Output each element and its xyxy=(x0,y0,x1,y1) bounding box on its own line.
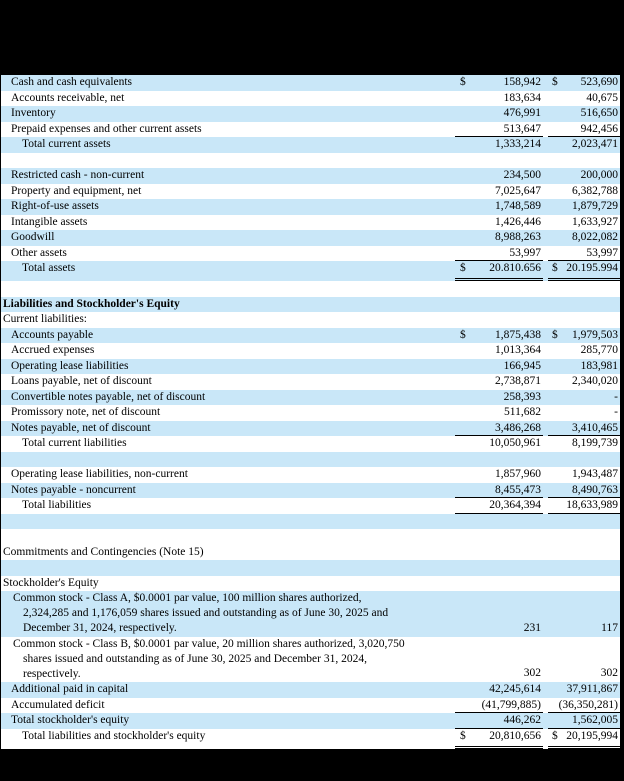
row-label-line: Common stock - Class B, $0.0001 par value, 20 million shares authorized, 3,020,750 xyxy=(13,637,405,650)
value-c2 xyxy=(548,436,620,452)
spacer-row xyxy=(1,514,620,530)
cell-value: 10,050,961 xyxy=(489,437,541,449)
row-label: Restricted cash - non-current xyxy=(11,169,145,181)
row-label: Total current liabilities xyxy=(22,437,127,449)
balance-sheet-row xyxy=(1,199,620,215)
cell-value: 942,456 xyxy=(580,122,618,135)
balance-sheet-row xyxy=(1,483,620,499)
row-label: Cash and cash equivalents xyxy=(11,76,133,88)
cell-value: 516,650 xyxy=(580,107,618,119)
row-label: Accrued expenses xyxy=(11,344,95,356)
cell-value: 231 xyxy=(523,621,541,634)
row-label: Liabilities and Stockholder's Equity xyxy=(3,297,180,310)
cell-value: 1,013,364 xyxy=(495,344,541,356)
cell-value: 1,879,729 xyxy=(572,200,618,212)
redacted-top-bar xyxy=(0,0,624,75)
cell-value: 302 xyxy=(600,667,618,679)
cell-value: 511,682 xyxy=(504,406,541,418)
value-c2 xyxy=(548,713,620,729)
value-c2 xyxy=(548,637,620,683)
row-label-line: December 31, 2024, respectively. xyxy=(23,622,177,634)
value-c1 xyxy=(455,230,543,246)
value-c1 xyxy=(455,75,543,91)
value-c1 xyxy=(455,137,543,153)
value-c1 xyxy=(455,106,543,122)
value-c2 xyxy=(548,137,620,153)
value-c1 xyxy=(455,261,543,281)
value-c2 xyxy=(548,184,620,200)
cell-value: 302 xyxy=(523,667,541,679)
row-label-line: Common stock - Class A, $0.0001 par value, 100 million shares authorized, xyxy=(13,592,362,604)
row-label: Intangible assets xyxy=(11,215,88,228)
row-label: Operating lease liabilities xyxy=(11,359,129,372)
balance-sheet-row xyxy=(1,261,620,281)
value-c1 xyxy=(455,591,543,637)
cell-value: 20,810,656 xyxy=(489,729,541,742)
cell-value: 8,199,739 xyxy=(572,437,618,449)
row-label: Total stockholder's equity xyxy=(11,714,130,726)
balance-sheet-row xyxy=(1,390,620,406)
balance-sheet-row xyxy=(1,498,620,514)
balance-sheet-row xyxy=(1,246,620,262)
balance-sheet-row xyxy=(1,698,620,714)
balance-sheet-row xyxy=(1,312,620,328)
row-label: Total liabilities xyxy=(22,499,92,511)
cell-value: 1,857,960 xyxy=(495,468,541,480)
value-c1 xyxy=(455,390,543,406)
cell-value: - xyxy=(614,406,618,418)
value-c2 xyxy=(548,483,620,499)
cell-value: 1,943,487 xyxy=(572,468,618,480)
value-c2 xyxy=(548,498,620,514)
value-c2 xyxy=(548,199,620,215)
value-c2 xyxy=(548,390,620,406)
cell-value: (41,799,885) xyxy=(481,698,541,711)
value-c2 xyxy=(548,421,620,437)
value-c2 xyxy=(548,75,620,91)
cell-value: 2,023,471 xyxy=(572,138,618,150)
cell-value: 18,633,989 xyxy=(566,499,618,511)
cell-value: 7,025,647 xyxy=(495,184,541,197)
cell-value: 42,245,614 xyxy=(489,683,541,695)
row-label: Current liabilities: xyxy=(3,313,87,325)
balance-sheet-row xyxy=(1,297,620,313)
row-label: Loans payable, net of discount xyxy=(11,375,152,387)
balance-sheet-row xyxy=(1,168,620,184)
balance-sheet-row xyxy=(1,682,620,698)
cell-value: 200,000 xyxy=(580,169,618,181)
value-c1 xyxy=(455,467,543,483)
cell-value: 183,981 xyxy=(580,359,618,372)
cell-value: 285,770 xyxy=(580,344,618,356)
value-c2 xyxy=(548,106,620,122)
cell-value: 3,410,465 xyxy=(572,421,618,434)
row-label: Goodwill xyxy=(11,231,55,243)
balance-sheet-row xyxy=(1,106,620,122)
row-label: Notes payable - noncurrent xyxy=(11,483,136,496)
value-c2 xyxy=(548,246,620,262)
cell-value: 53,997 xyxy=(509,246,541,259)
cell-value: 117 xyxy=(601,621,618,634)
value-c2 xyxy=(548,122,620,138)
value-c1 xyxy=(455,698,543,714)
value-c2 xyxy=(548,359,620,375)
value-c1 xyxy=(455,359,543,375)
cell-value: 8,490,763 xyxy=(572,483,618,496)
value-c2 xyxy=(548,682,620,698)
cell-value: 1,748,589 xyxy=(495,200,541,212)
row-label xyxy=(1,591,455,637)
balance-sheet-row xyxy=(1,576,620,592)
value-c1 xyxy=(455,545,543,561)
value-c2 xyxy=(548,591,620,637)
cell-value: 166,945 xyxy=(503,359,541,372)
value-c2 xyxy=(548,545,620,561)
cell-value: 20,195,994 xyxy=(566,729,618,742)
value-c1 xyxy=(455,168,543,184)
spacer-row xyxy=(1,281,620,297)
value-c1 xyxy=(455,498,543,514)
row-label: Accumulated deficit xyxy=(11,698,105,711)
cell-value: 513,647 xyxy=(503,122,541,135)
row-label: Stockholder's Equity xyxy=(3,576,99,589)
dollar-sign: $ xyxy=(552,262,558,274)
balance-sheet-row xyxy=(1,591,620,637)
value-c2 xyxy=(548,576,620,592)
cell-value: 1,426,446 xyxy=(495,215,541,228)
cell-value: 1,333,214 xyxy=(495,138,541,150)
row-label-line: respectively. xyxy=(23,667,81,680)
row-label-line: shares issued and outstanding as of June 30, 2025 and December 31, 2024, xyxy=(23,652,367,665)
balance-sheet-row xyxy=(1,637,620,683)
cell-value: 8,022,082 xyxy=(572,231,618,243)
cell-value: 2,738,871 xyxy=(495,375,541,387)
row-label: Notes payable, net of discount xyxy=(11,421,151,434)
cell-value: 3,486,268 xyxy=(495,421,541,434)
value-c1 xyxy=(455,122,543,138)
cell-value: 523,690 xyxy=(580,76,618,88)
balance-sheet-row xyxy=(1,91,620,107)
value-c1 xyxy=(455,421,543,437)
cell-value: 8,988,263 xyxy=(495,231,541,243)
value-c1 xyxy=(455,576,543,592)
row-label: Inventory xyxy=(11,107,56,119)
value-c1 xyxy=(455,215,543,231)
cell-value: 476,991 xyxy=(503,107,541,119)
value-c1 xyxy=(455,199,543,215)
balance-sheet-row xyxy=(1,328,620,344)
value-c2 xyxy=(548,729,620,749)
dollar-sign: $ xyxy=(460,729,466,742)
dollar-sign: $ xyxy=(552,729,558,742)
value-c1 xyxy=(455,637,543,683)
value-c2 xyxy=(548,467,620,483)
value-c1 xyxy=(455,682,543,698)
value-c2 xyxy=(548,297,620,313)
row-label: Total current assets xyxy=(22,138,111,150)
value-c1 xyxy=(455,405,543,421)
row-label: Additional paid in capital xyxy=(11,683,129,695)
cell-value: 158,942 xyxy=(503,76,541,88)
dollar-sign: $ xyxy=(552,328,558,341)
value-c1 xyxy=(455,713,543,729)
cell-value: 446,262 xyxy=(503,714,541,726)
value-c1 xyxy=(455,436,543,452)
value-c2 xyxy=(548,328,620,344)
value-c1 xyxy=(455,246,543,262)
cell-value: 2,340,020 xyxy=(572,375,618,387)
dollar-sign: $ xyxy=(460,328,466,341)
spacer-row xyxy=(1,529,620,545)
cell-value: 1,979,503 xyxy=(572,328,618,341)
balance-sheet-row xyxy=(1,421,620,437)
balance-sheet-row xyxy=(1,215,620,231)
cell-value: 8,455,473 xyxy=(495,483,541,496)
cell-value: 20,364,394 xyxy=(489,499,541,511)
value-c2 xyxy=(548,168,620,184)
cell-value: 6,382,788 xyxy=(572,184,618,197)
spacer-row xyxy=(1,560,620,576)
row-label-line: 2,324,285 and 1,176,059 shares issued and outstanding as of June 30, 2025 and xyxy=(23,607,389,619)
value-c1 xyxy=(455,374,543,390)
cell-value: 37,911,867 xyxy=(566,683,618,695)
balance-sheet xyxy=(1,75,620,749)
row-label: Accounts payable xyxy=(11,328,94,341)
spacer-row xyxy=(1,153,620,169)
cell-value: 1,633,927 xyxy=(572,215,618,228)
balance-sheet-row xyxy=(1,467,620,483)
row-label: Total assets xyxy=(22,262,76,274)
value-c1 xyxy=(455,297,543,313)
spacer-row xyxy=(1,452,620,468)
dollar-sign: $ xyxy=(460,262,466,274)
balance-sheet-row xyxy=(1,184,620,200)
value-c1 xyxy=(455,328,543,344)
cell-value: 258,393 xyxy=(503,390,541,403)
value-c1 xyxy=(455,91,543,107)
value-c1 xyxy=(455,483,543,499)
row-label: Property and equipment, net xyxy=(11,184,142,197)
value-c1 xyxy=(455,312,543,328)
value-c2 xyxy=(548,261,620,281)
dollar-sign: $ xyxy=(460,76,466,88)
value-c2 xyxy=(548,405,620,421)
row-label: Prepaid expenses and other current assets xyxy=(11,122,202,135)
value-c2 xyxy=(548,698,620,714)
balance-sheet-row xyxy=(1,713,620,729)
value-c2 xyxy=(548,374,620,390)
balance-sheet-row xyxy=(1,230,620,246)
balance-sheet-row xyxy=(1,545,620,561)
cell-value: (36,350,281) xyxy=(558,698,618,711)
cell-value: 234,500 xyxy=(503,169,541,181)
cell-value: 1,875,438 xyxy=(495,328,541,341)
value-c1 xyxy=(455,729,543,749)
dollar-sign: $ xyxy=(552,76,558,88)
value-c2 xyxy=(548,343,620,359)
balance-sheet-row xyxy=(1,436,620,452)
balance-sheet-row xyxy=(1,405,620,421)
row-label: Convertible notes payable, net of discount xyxy=(11,390,206,403)
row-label: Promissory note, net of discount xyxy=(11,406,161,418)
value-c2 xyxy=(548,230,620,246)
balance-sheet-row xyxy=(1,122,620,138)
row-label: Other assets xyxy=(11,246,67,259)
row-label: Total liabilities and stockholder's equity xyxy=(22,729,206,742)
cell-value: 1,562,005 xyxy=(572,714,618,726)
cell-value: 40,675 xyxy=(586,91,618,104)
balance-sheet-row xyxy=(1,729,620,749)
row-label: Right-of-use assets xyxy=(11,200,99,212)
row-label: Operating lease liabilities, non-current xyxy=(11,468,188,480)
balance-sheet-row xyxy=(1,137,620,153)
value-c1 xyxy=(455,184,543,200)
balance-sheet-row xyxy=(1,75,620,91)
balance-sheet-row xyxy=(1,343,620,359)
row-label xyxy=(1,637,455,683)
balance-sheet-row xyxy=(1,359,620,375)
cell-value: 183,634 xyxy=(503,91,541,104)
cell-value: 20.195.994 xyxy=(566,262,618,274)
value-c2 xyxy=(548,91,620,107)
value-c2 xyxy=(548,312,620,328)
value-c2 xyxy=(548,215,620,231)
row-label: Accounts receivable, net xyxy=(11,91,125,104)
value-c1 xyxy=(455,343,543,359)
row-label: Commitments and Contingencies (Note 15) xyxy=(3,545,204,558)
cell-value: 53,997 xyxy=(586,246,618,259)
balance-sheet-row xyxy=(1,374,620,390)
cell-value: 20.810.656 xyxy=(489,262,541,274)
cell-value: - xyxy=(614,390,618,403)
redacted-bottom-bar xyxy=(0,749,624,781)
